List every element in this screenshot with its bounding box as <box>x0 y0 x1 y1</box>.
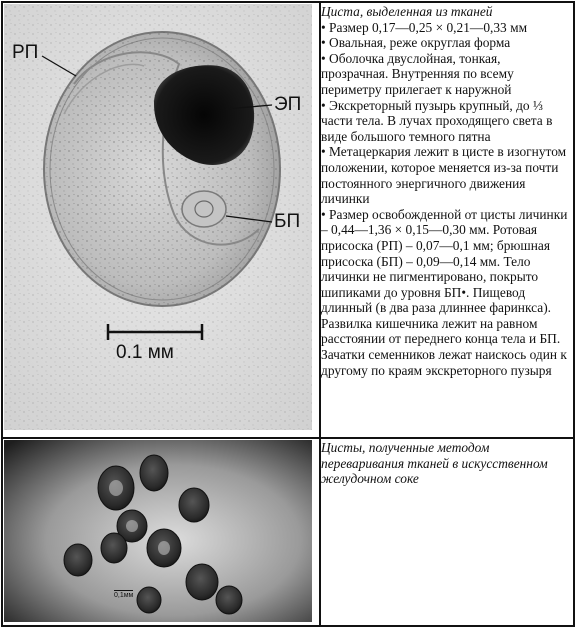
excretory-bladder-label: ЭП <box>274 94 302 115</box>
bullet-larva: • Размер освобожденной от цисты личинки – 0,44—1,36 × 0,15—0,30 мм. Ротовая присоска (РП) – 0,07—0,1 мм; брюшная присоска (БП) – 0,09—0,14 мм. Тело личинки не пигментировано, покрыто шипиками до уровня БП•. Пищевод длинный (в два раза длиннее фаринкса). Развилка кишечника лежит на равном расстоянии от переднего конца тела и БП. Зачатки семенников лежат наискось один к другому по краям экскреторного пузыря <box>321 206 568 378</box>
bullet-metacercaria: • Метацеркария лежит в цисте в изогнутом положении, которое меняется из-за почти постоянного энергичного движения личинки <box>321 144 567 207</box>
digested-cysts-heading: Цисты, полученные методом переваривания тканей в искусственном желудочном соке <box>321 440 548 487</box>
bullet-bladder: • Экскреторный пузырь крупный, до ⅓ части тела. В лучах проходящего света в виде большого темного пятна <box>321 97 553 144</box>
bullet-shape: • Овальная, реже округлая форма <box>321 35 511 51</box>
cyst-micrograph <box>4 4 312 430</box>
cyst-description <box>321 4 569 378</box>
oral-sucker-label: РП <box>12 42 39 63</box>
ventral-sucker-label: БП <box>274 211 301 232</box>
cyst-micrograph-drawing <box>4 4 312 430</box>
scale-bar-label: 0.1 мм <box>116 342 174 363</box>
bullet-size: • Размер 0,17—0,25 × 0,21—0,33 мм <box>321 19 528 35</box>
bullet-membrane: • Оболочка двуслойная, тонкая, прозрачная. Внутренняя по всему периметру прилегает к наружной <box>321 50 514 97</box>
bottom-scale-label: 0,1мм <box>114 592 134 599</box>
digested-cysts-drawing <box>4 440 312 622</box>
cyst-heading: Циста, выделенная из тканей <box>321 4 493 19</box>
digested-cysts-caption <box>321 440 569 487</box>
digested-cysts-micrograph <box>4 440 312 622</box>
row-divider <box>3 437 573 439</box>
